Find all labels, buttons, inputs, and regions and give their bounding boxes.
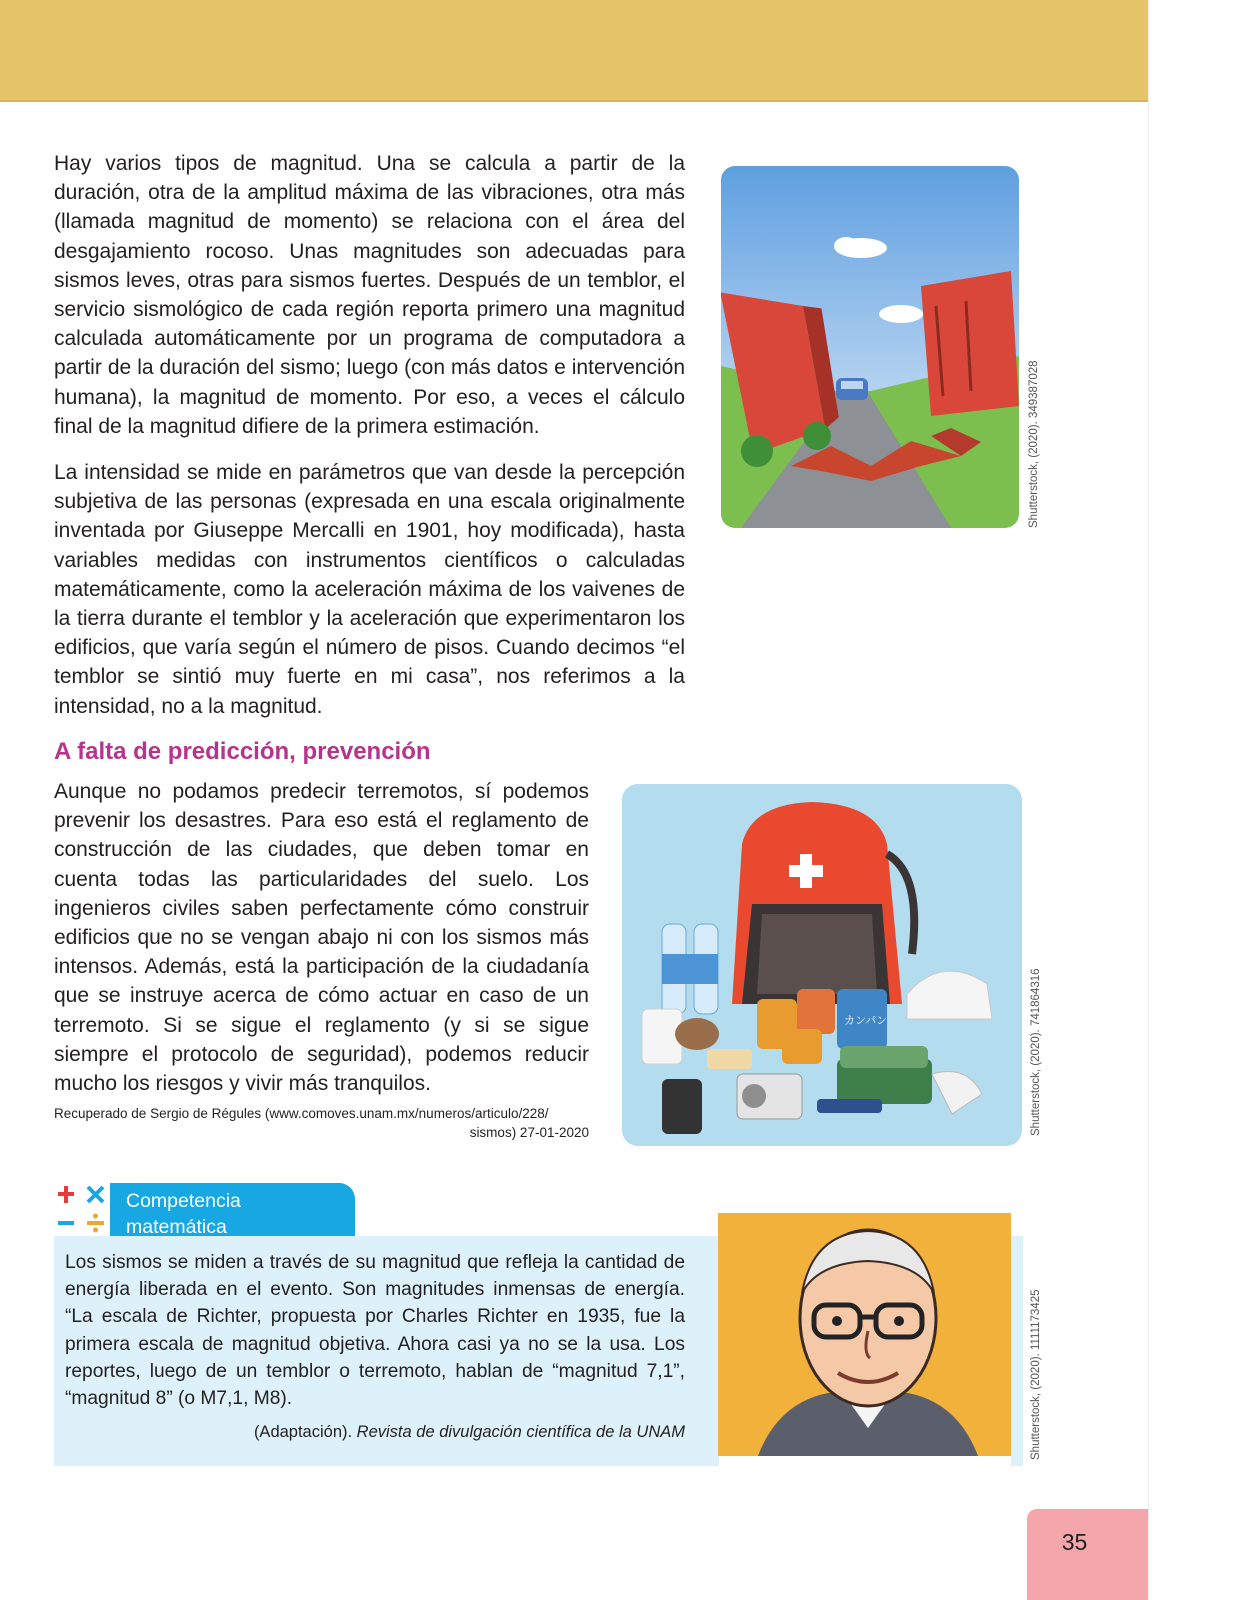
- competencia-source: [65, 1423, 685, 1442]
- competencia-source-italic: Revista de divulgación científica de la UNAM: [356, 1423, 685, 1441]
- math-symbols-icon: [52, 1180, 110, 1238]
- image-credit-emergency-kit: Shutterstock, (2020). 741864316: [1030, 968, 1042, 1136]
- source-citation-line2: sismos) 27-01-2020: [469, 1125, 589, 1140]
- paragraph-intensidad: La intensidad se mide en parámetros que van desde la percepción subjetiva de las personas (expresada en una escala originalmente inventada por Giuseppe Mercalli en 1901, hoy modificada), hasta variables medidas con instrumentos científicos o calculadas matemáticamente, como la aceleración máxima de los vaivenes de la tierra durante el temblor y la aceleración que experimentaron los edificios, que varía según el número de pisos. Cuando decimos “el temblor se sintió muy fuerte en mi casa”, nos referimos a la intensidad, no a la magnitud.: [54, 461, 685, 718]
- image-credit-earthquake: Shutterstock, (2020). 349387028: [1028, 360, 1040, 528]
- richter-portrait-drawing: [718, 1213, 1011, 1456]
- competencia-box-edge: [1011, 1236, 1023, 1466]
- competencia-title: [126, 1188, 241, 1240]
- page-edge: [1148, 0, 1236, 1600]
- emergency-kit-illustration: [622, 784, 1022, 1146]
- richter-portrait-illustration: [718, 1213, 1011, 1456]
- kit-can-label: カンパン: [844, 1014, 888, 1027]
- page-number: 35: [1061, 1529, 1088, 1555]
- paragraph-prevencion: Aunque no podamos predecir terremotos, sí podemos prevenir los desastres. Para eso está el reglamento de construcción de las ciudades, que deben tomar en cuenta todas las particularidades del suelo. Los ingenieros civiles saben perfectamente cómo construir edificios que no se vengan abajo ni con los sismos más intensos. Además, está la participación de la ciudadanía que se instruye acerca de cómo actuar en caso de un terremoto. Si se sigue el reglamento (y si se sigue siempre el protocolo de seguridad), podemos reducir mucho los riesgos y vivir más tranquilos.: [54, 780, 589, 1096]
- competencia-title-line1: Competencia: [126, 1190, 241, 1212]
- earthquake-illustration: [721, 166, 1019, 528]
- math-operations-icon: [52, 1180, 110, 1238]
- section-heading: A falta de predicción, prevención: [54, 738, 431, 765]
- competencia-title-line2: matemática: [126, 1216, 227, 1238]
- image-credit-richter: Shutterstock, (2020). 1111173425: [1030, 1289, 1042, 1460]
- competencia-source-plain: (Adaptación).: [253, 1423, 357, 1441]
- emergency-kit-drawing: [622, 784, 1022, 1146]
- earthquake-drawing: [721, 166, 1019, 528]
- competencia-text: Los sismos se miden a través de su magnitud que refleja la cantidad de energía liberada en el evento. Son magnitudes inmensas de energía. “La escala de Richter, propuesta por Charles Richter en 1935, fue la primera escala de magnitud objetiva. Ahora casi ya no se la usa. Los reportes, luego de un temblor o terremoto, hablan de “magnitud 7,1”, “magnitud 8” (o M7,1, M8).: [65, 1252, 685, 1410]
- top-color-band: [0, 0, 1148, 102]
- source-citation-line1: Recuperado de Sergio de Régules (www.comoves.unam.mx/numeros/articulo/228/: [54, 1106, 549, 1121]
- paragraph-magnitud-types: Hay varios tipos de magnitud. Una se calcula a partir de la duración, otra de la amplitud máxima de las vibraciones, otra más (llamada magnitud de momento) se relaciona con el área del desgajamiento rocoso. Unas magnitudes son adecuadas para sismos leves, otras para sismos fuertes. Después de un temblor, el servicio sismológico de cada región reporta primero una magnitud calculada automáticamente por un programa de computadora a partir de la duración del sismo; luego (con más datos e intervención humana), la magnitud de momento. Por eso, a veces el cálculo final de la magnitud difiere de la primera estimación.: [54, 152, 685, 438]
- source-citation: [54, 1104, 589, 1142]
